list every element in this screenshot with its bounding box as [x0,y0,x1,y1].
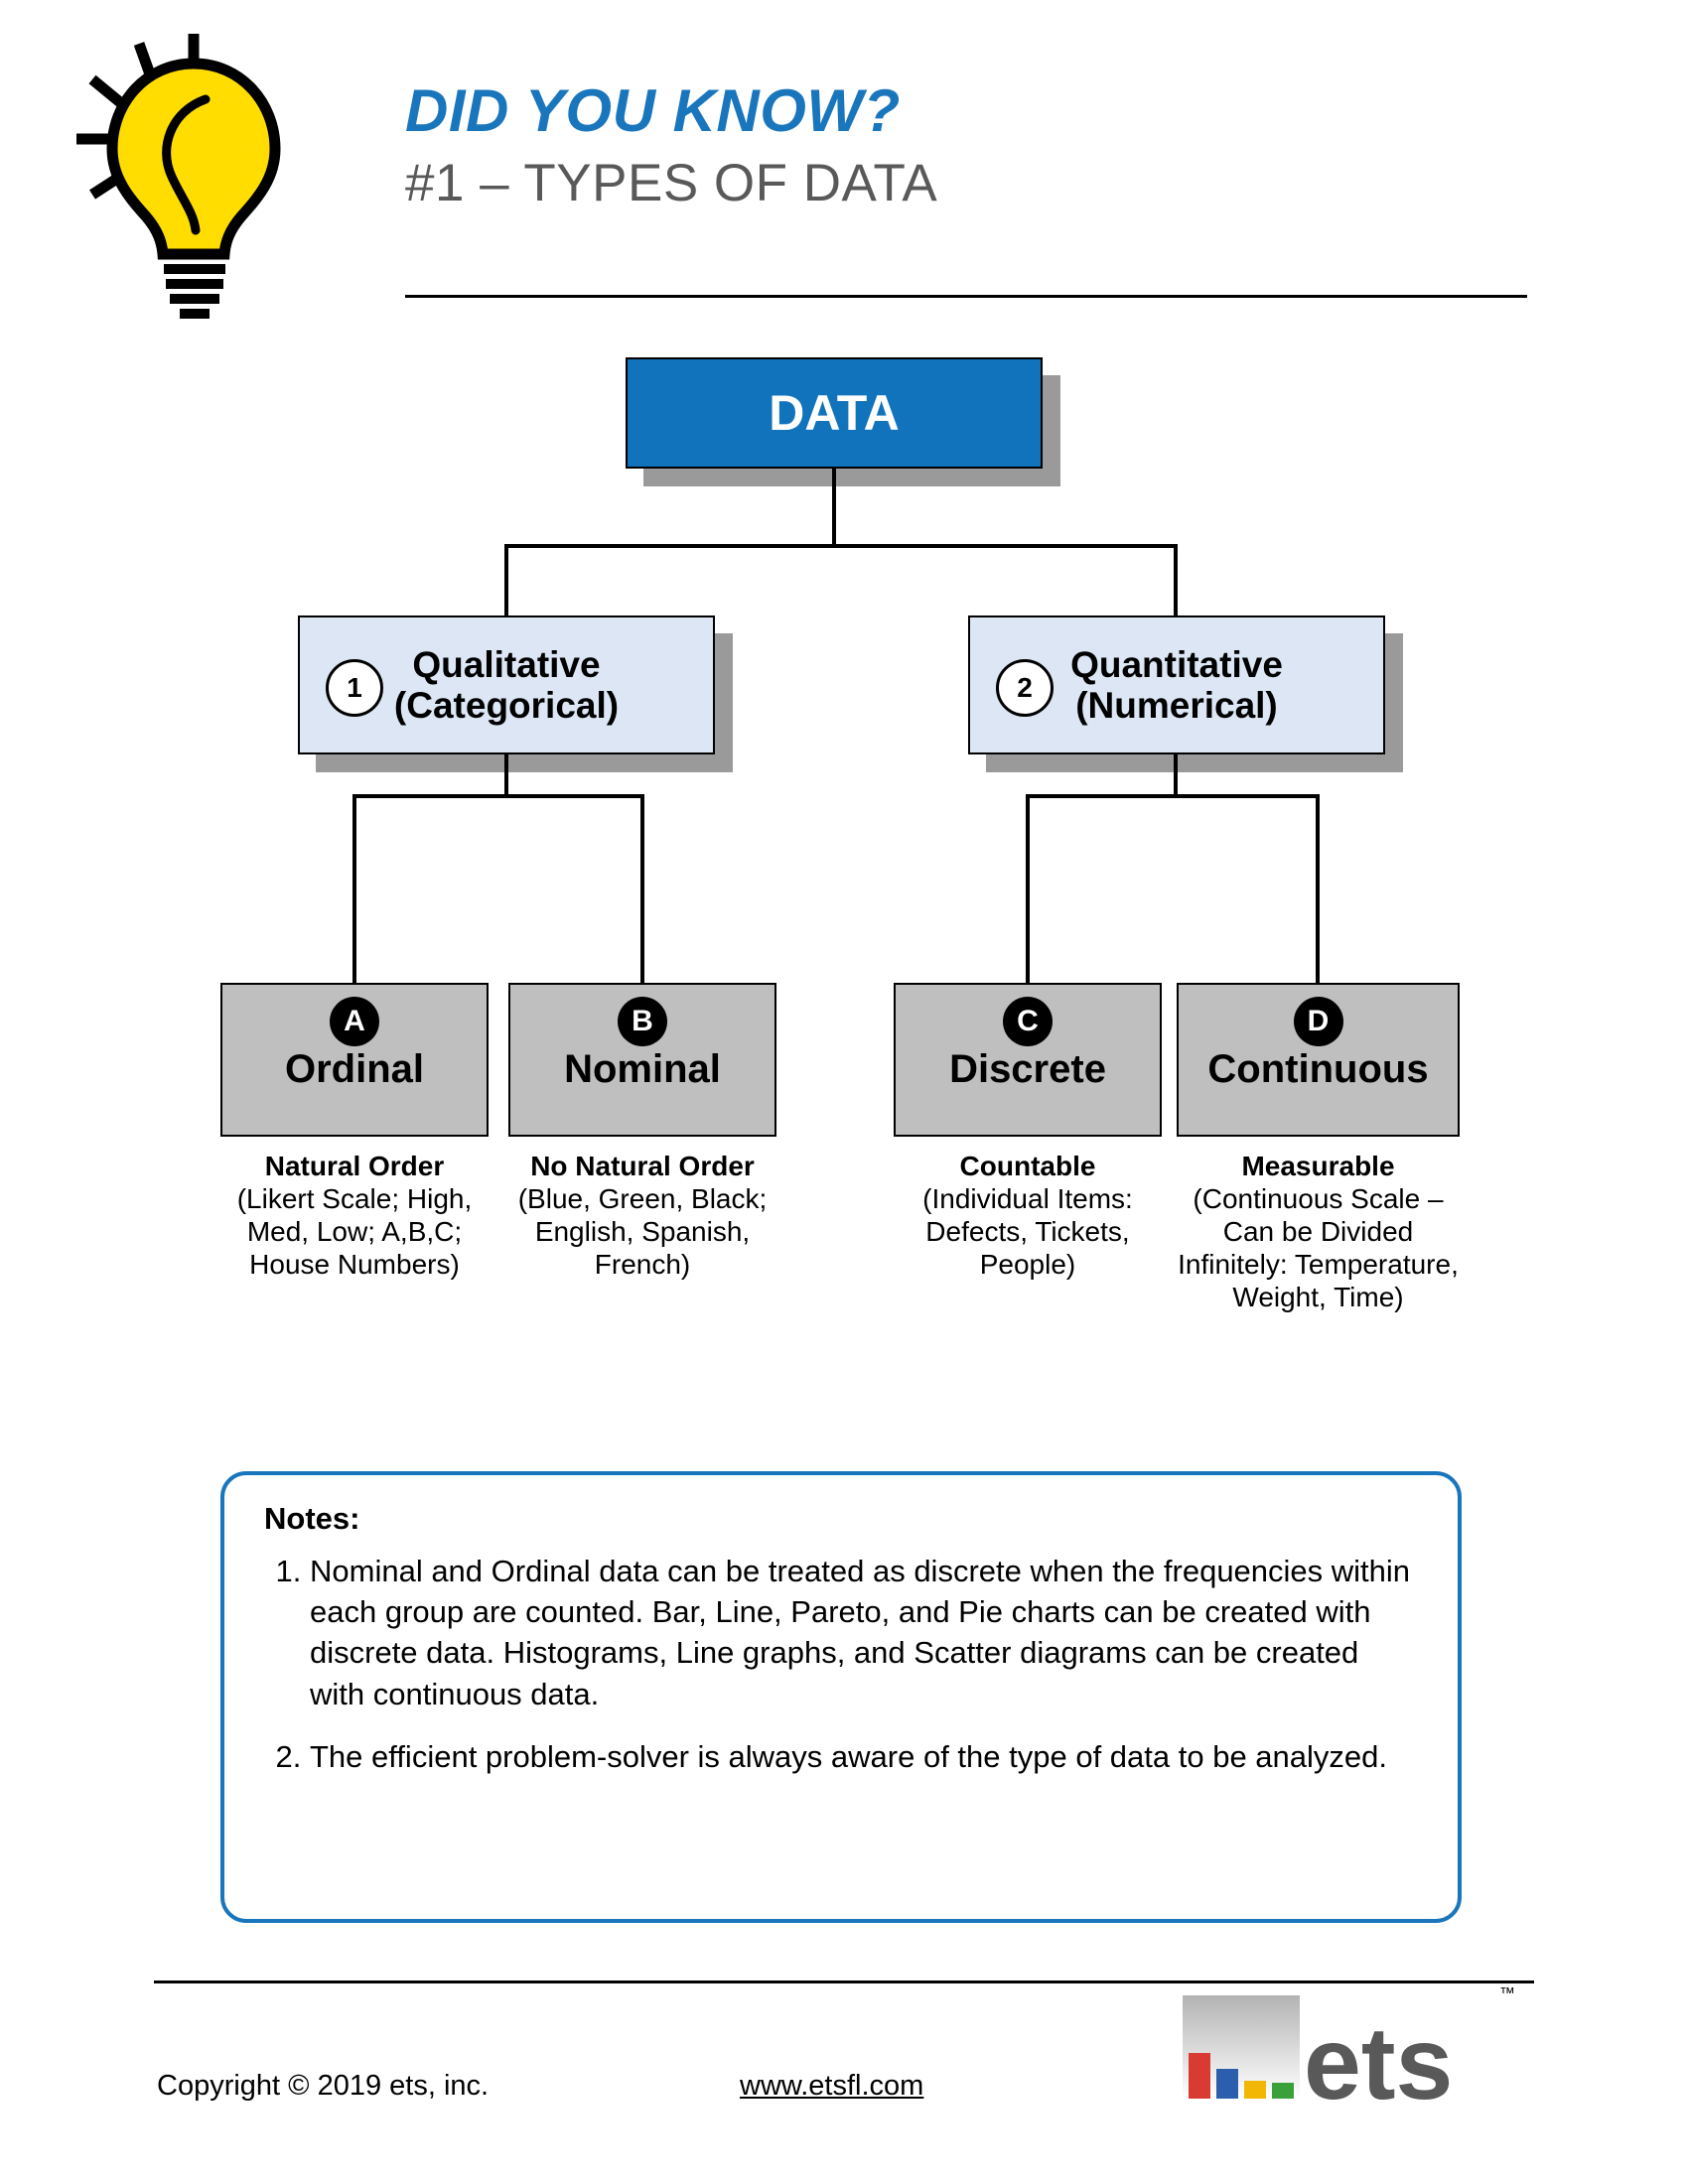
badge-number-2: 2 [996,659,1054,717]
connector-to-discrete [1026,794,1030,985]
connector-root-horizontal [504,544,1178,548]
badge-number-1: 1 [326,659,383,717]
title-block [405,79,1547,211]
description-nominal [508,1150,776,1281]
connector-qual-horizontal [352,794,644,798]
website-link[interactable]: www.etsfl.com [740,2070,924,2102]
footer-divider [154,1980,1534,1983]
node-ordinal[interactable] [220,983,489,1137]
page-header [0,0,1688,328]
connector-to-nominal [640,794,644,985]
connector-quant-vertical [1174,754,1178,796]
notes-title: Notes: [264,1501,360,1536]
node-nominal[interactable] [508,983,776,1137]
node-qualitative-line1: Qualitative [412,643,601,685]
header-divider [405,295,1527,298]
node-quantitative-line2: (Numerical) [1075,685,1278,726]
notes-list [264,1551,1418,1777]
badge-letter-b: B [618,997,667,1046]
list-item: 2. The efficient problem-solver is always aware of the type of data to be analyzed. [310,1736,1418,1777]
description-continuous-body: (Continuous Scale – Can be Divided Infinitely: Temperature, Weight, Time) [1178,1183,1459,1313]
description-ordinal-title: Natural Order [264,1151,445,1181]
lightbulb-icon [55,28,323,326]
description-nominal-body: (Blue, Green, Black; English, Spanish, French) [517,1183,768,1281]
description-discrete-body: (Individual Items: Defects, Tickets, People) [922,1183,1133,1281]
description-discrete [894,1150,1162,1281]
list-item: 1. Nominal and Ordinal data can be treated as discrete when the frequencies within each group are counted. Bar, Line, Pareto, and Pie charts can be created with discrete data. Histograms, Line graphs, and Scatter diagrams can be created with continuous data. [310,1551,1418,1714]
badge-letter-d: D [1294,997,1343,1046]
description-nominal-title: No Natural Order [530,1151,755,1181]
connector-to-qualitative [504,544,508,617]
node-data-label: DATA [769,385,900,441]
connector-to-quantitative [1174,544,1178,617]
description-ordinal-body: (Likert Scale; High, Med, Low; A,B,C; House Numbers) [236,1183,473,1281]
node-qualitative-line2: (Categorical) [393,685,620,726]
connector-quant-horizontal [1026,794,1320,798]
connector-to-continuous [1316,794,1320,985]
node-continuous-label: Continuous [1207,1047,1429,1091]
connector-qual-vertical [504,754,508,796]
badge-letter-c: C [1003,997,1053,1046]
copyright-text: Copyright © 2019 ets, inc. [157,2070,490,2102]
notes-panel [220,1471,1462,1923]
trademark-symbol: ™ [1499,1985,1515,2002]
description-continuous [1177,1150,1460,1313]
node-continuous[interactable] [1177,983,1460,1137]
description-discrete-title: Countable [959,1151,1096,1181]
badge-letter-a: A [330,997,379,1046]
node-nominal-label: Nominal [564,1047,721,1091]
node-quantitative-line1: Quantitative [1070,643,1283,685]
page-title: #1 – TYPES OF DATA [405,154,938,212]
ets-logo [1177,1995,1534,2134]
connector-root-vertical [832,469,836,546]
node-ordinal-label: Ordinal [284,1047,425,1091]
node-discrete-label: Discrete [949,1047,1106,1091]
svg-text:ets: ets [1304,2006,1454,2121]
description-ordinal [220,1150,489,1281]
description-continuous-title: Measurable [1241,1151,1395,1181]
data-types-diagram [0,328,1688,1449]
page-eyebrow: DID YOU KNOW? [405,77,901,144]
node-data[interactable] [626,357,1043,469]
node-discrete[interactable] [894,983,1162,1137]
connector-to-ordinal [352,794,356,985]
